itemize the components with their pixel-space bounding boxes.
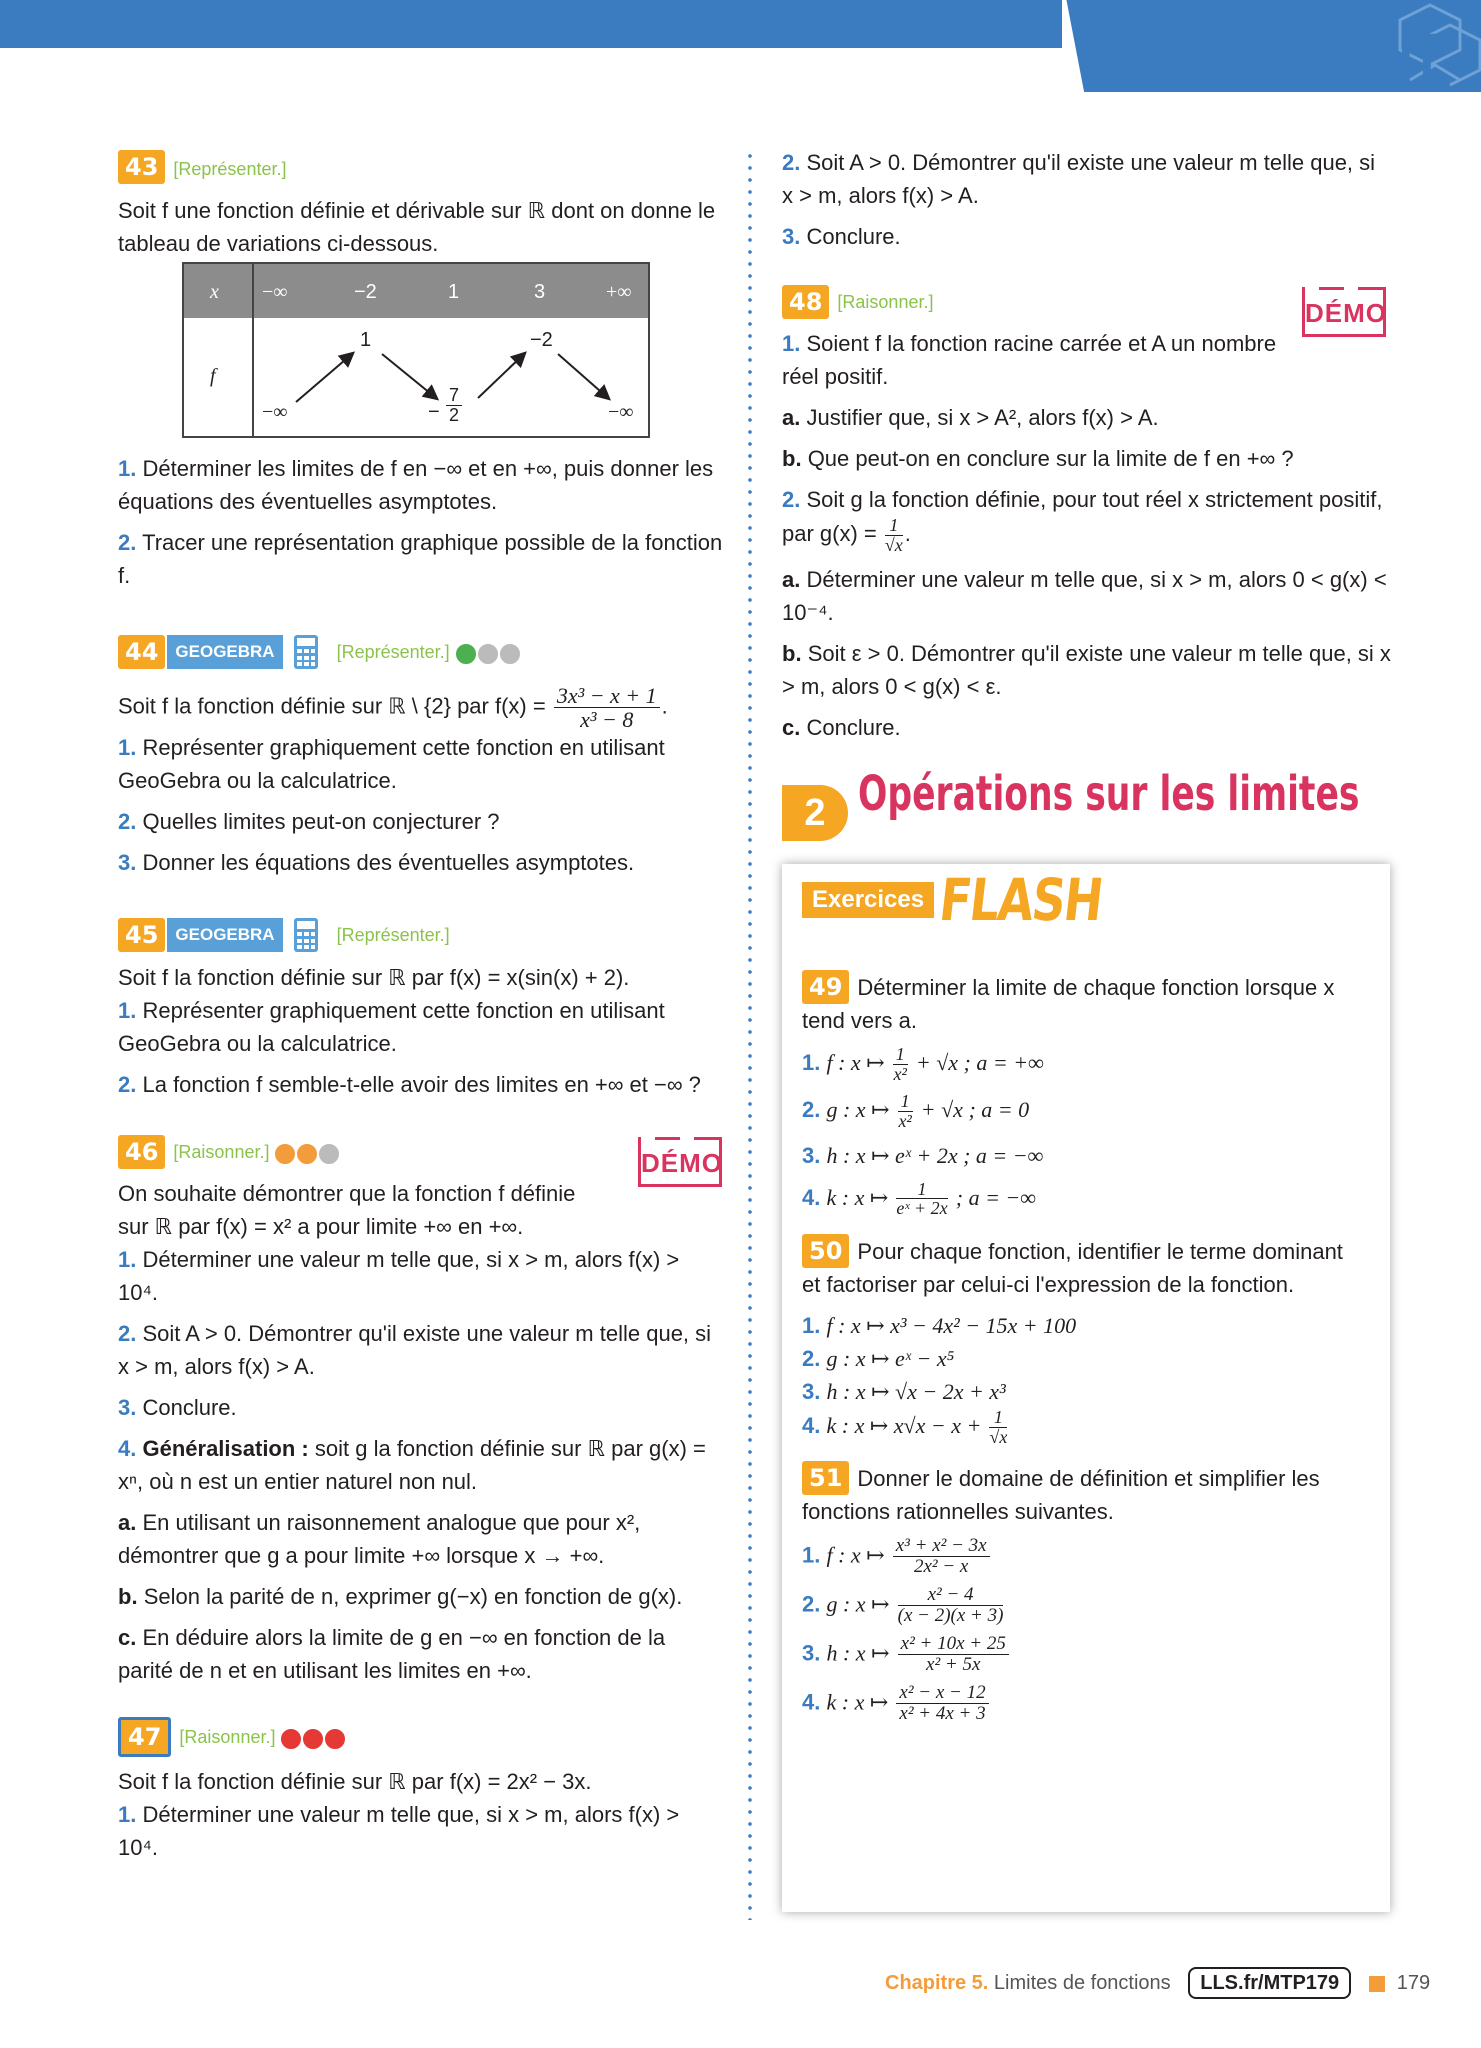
x-label: x xyxy=(210,281,219,303)
numerator: 7 xyxy=(446,386,462,406)
exercise-number: 44 xyxy=(118,635,165,669)
expr-prefix: g : x ↦ xyxy=(826,1096,890,1122)
expr-prefix: k : x ↦ xyxy=(826,1689,889,1714)
question-text: Soit A > 0. Démontrer qu'il existe une valeur m telle que, si x > m, alors f(x) > A. xyxy=(118,1321,712,1380)
f-label: f xyxy=(210,365,216,387)
expr-prefix: h : x ↦ xyxy=(826,1640,890,1666)
numerator: 3x³ − x + 1 xyxy=(554,684,660,708)
expr-prefix: f : x ↦ x³ − 4x² − 15x + 100 xyxy=(826,1313,1077,1339)
question-text: Conclure. xyxy=(806,714,901,740)
expr-prefix: k : x ↦ xyxy=(826,1184,889,1210)
list-item: 3. h : x ↦ eˣ + 2x ; a = −∞ xyxy=(802,1142,1044,1168)
difficulty-dot xyxy=(325,1729,345,1749)
difficulty-dot xyxy=(500,644,520,664)
numerator: x³ + x² − 3x xyxy=(893,1536,990,1557)
denominator: x² + 4x + 3 xyxy=(899,1702,986,1724)
skill-tag: [Raisonner.] xyxy=(179,1726,276,1747)
expr-prefix: k : x ↦ x√x − x + xyxy=(826,1413,982,1439)
function-fraction xyxy=(896,1683,988,1724)
denominator: x³ − 8 xyxy=(580,707,634,733)
question-text: Conclure. xyxy=(806,224,901,249)
exercise-intro: Soit f la fonction définie sur ℝ par f(x) = x(sin(x) + 2). xyxy=(118,965,630,991)
question-text: En utilisant un raisonnement analogue que pour x², démontrer que g a pour limite +∞ lorsque x → +∞. xyxy=(118,1510,641,1569)
list-item: 2. g : x ↦ $\frac{1}{\text{x²}}$ + √x ; a = 0 xyxy=(802,1090,1030,1131)
question-text: Conclure. xyxy=(142,1395,237,1421)
question: 1. Déterminer une valeur m telle que, si x > m, alors f(x) > 10⁴. xyxy=(118,1802,680,1861)
page-number: 179 xyxy=(1396,1972,1431,1994)
exercise-48 xyxy=(782,285,1392,744)
difficulty-dot xyxy=(297,1144,317,1164)
list-item: 2. g : x ↦ eˣ − x⁵ xyxy=(802,1346,955,1372)
expr-prefix: h : x ↦ √x − 2x + x³ xyxy=(826,1379,1006,1405)
list-item: 3. h : x ↦ $\frac{\text{x² + 10x + 25}}{\text{x² + 5x}}$ xyxy=(802,1634,1362,1675)
question: 1. Déterminer une valeur m telle que, si x > m, alors f(x) > 10⁴. xyxy=(118,1247,680,1306)
chapter-title: Limites de fonctions xyxy=(993,1972,1171,1994)
f-value: − xyxy=(428,401,440,423)
question: 2. Quelles limites peut-on conjecturer ? xyxy=(118,809,500,835)
denominator: 2x² − x xyxy=(913,1556,969,1578)
exercise-intro: Soit f la fonction définie sur ℝ par f(x) = 2x² − 3x. xyxy=(118,1769,592,1795)
exercise-intro: Soit f une fonction définie et dérivable sur ℝ dont on donne le tableau de variations ci-dessous. xyxy=(118,198,716,256)
denominator: eˣ + 2x xyxy=(896,1198,948,1219)
exercise-number: 49 xyxy=(802,970,849,1004)
intro-text: Pour chaque fonction, identifier le terme dominant et factoriser par celui-ci l'expression de la fonction. xyxy=(802,1239,1343,1298)
question: 2. Soit A > 0. Démontrer qu'il existe une valeur m telle que, si x > m, alors f(x) > A. xyxy=(782,150,1376,208)
expr-suffix: ; a = −∞ xyxy=(955,1184,1036,1210)
question: 3. Donner les équations des éventuelles asymptotes. xyxy=(118,850,635,876)
question: 3. Conclure. xyxy=(118,1395,237,1421)
exercise-intro xyxy=(802,970,1362,1037)
chapter-number: Chapitre 5. xyxy=(885,1972,989,1994)
exercise-46 xyxy=(118,1135,723,1687)
x-value: −2 xyxy=(354,281,377,303)
exercise-43 xyxy=(118,150,723,260)
subquestion: c. En déduire alors la limite de g en −∞ en fonction de la parité de n et en utilisant les limites en +∞. xyxy=(118,1625,666,1684)
demo-badge: DÉMO xyxy=(1302,287,1386,337)
question: 1. Représenter graphiquement cette fonction en utilisant GeoGebra ou la calculatrice. xyxy=(118,735,665,794)
function-fraction xyxy=(893,1045,908,1084)
question-text: Justifier que, si x > A², alors f(x) > A. xyxy=(806,405,1159,430)
exercise-intro: Soit f la fonction définie sur ℝ \ {2} par f(x) = $\frac{\text{3x³ − x + 1}}{\text{x³ − 8}}$ . xyxy=(118,683,668,733)
subquestion: a. Justifier que, si x > A², alors f(x) > A. xyxy=(782,405,1159,430)
question-text: Déterminer une valeur m telle que, si x > m, alors f(x) > 10⁴. xyxy=(118,1247,680,1306)
list-item: 4. k : x ↦ $\frac{1}{\text{eˣ + 2x}}$ ; a = −∞ xyxy=(802,1178,1036,1219)
variation-table xyxy=(182,262,650,438)
skill-tag: [Représenter.] xyxy=(173,159,287,179)
intro-text: Donner le domaine de définition et simplifier les fonctions rationnelles suivantes. xyxy=(802,1466,1320,1525)
calculator-icon xyxy=(293,634,319,670)
expr-prefix: h : x ↦ eˣ + 2x ; a = −∞ xyxy=(826,1142,1044,1168)
exercise-49 xyxy=(802,970,1362,1218)
question-text: Représenter graphiquement cette fonction en utilisant GeoGebra ou la calculatrice. xyxy=(118,998,665,1057)
numerator: 1 xyxy=(885,516,903,536)
exercise-51 xyxy=(802,1461,1362,1724)
question: 4. Généralisation : soit g la fonction définie sur ℝ par g(x) = xⁿ, où n est un entier naturel non nul. xyxy=(118,1436,706,1495)
numerator: x² + 10x + 25 xyxy=(898,1634,1009,1655)
numerator: x² − x − 12 xyxy=(896,1683,988,1704)
f-value: 1 xyxy=(360,329,372,351)
denominator: √x xyxy=(884,534,903,555)
calculator-icon xyxy=(293,917,319,953)
question: 2. Tracer une représentation graphique possible de la fonction f. xyxy=(118,530,723,588)
question-text: Soient f la fonction racine carrée et A un nombre réel positif. xyxy=(782,331,1277,389)
difficulty-dot xyxy=(456,644,476,664)
question-text: Soit ε > 0. Démontrer qu'il existe une valeur m telle que, si x > m, alors 0 < g(x) < ε. xyxy=(782,640,1391,699)
right-column xyxy=(782,146,1392,744)
left-column xyxy=(118,150,723,260)
list-item: 1. f : x ↦ x³ − 4x² − 15x + 100 xyxy=(802,1313,1077,1339)
question-text: Déterminer les limites de f en −∞ et en +∞, puis donner les équations des éventuelles asymptotes. xyxy=(118,456,714,514)
expr-suffix: + √x ; a = 0 xyxy=(920,1096,1030,1122)
question-text: Quelles limites peut-on conjecturer ? xyxy=(142,809,500,835)
question-text: La fonction f semble-t-elle avoir des limites en +∞ et −∞ ? xyxy=(142,1072,701,1098)
expr-suffix: + √x ; a = +∞ xyxy=(915,1050,1044,1076)
question-text: soit g la fonction définie sur ℝ par g(x) = xⁿ, où n est un entier naturel non nul. xyxy=(118,1436,706,1495)
exercise-50 xyxy=(802,1234,1362,1447)
exercise-number: 47 xyxy=(118,1717,171,1757)
question: 2. Soit A > 0. Démontrer qu'il existe une valeur m telle que, si x > m, alors f(x) > A. xyxy=(118,1321,712,1380)
denominator: √x xyxy=(989,1427,1008,1448)
geogebra-tag: GEOGEBRA xyxy=(167,918,282,952)
f-value: −2 xyxy=(530,329,553,351)
denominator: x² xyxy=(893,1063,907,1084)
numerator: x² − 4 xyxy=(898,1585,1004,1606)
question-text: Soit A > 0. Démontrer qu'il existe une valeur m telle que, si x > m, alors f(x) > A. xyxy=(782,150,1376,208)
denominator: 2 xyxy=(449,404,460,425)
flash-word: FLASH xyxy=(936,865,1106,934)
header-bar xyxy=(0,0,1062,48)
difficulty-indicator xyxy=(456,636,522,669)
exercise-intro: On souhaite démontrer que la fonction f définie sur ℝ par f(x) = x² a pour limite +∞ en +∞. xyxy=(118,1181,576,1240)
question: 3. Conclure. xyxy=(782,224,901,249)
numerator: 1 xyxy=(893,1045,908,1065)
denominator: (x − 2)(x + 3) xyxy=(897,1604,1004,1626)
expr-prefix: f : x ↦ xyxy=(826,1050,885,1076)
resource-link[interactable]: LLS.fr/MTP179 xyxy=(1188,1967,1351,1999)
subquestion: b. Selon la parité de n, exprimer g(−x) en fonction de g(x). xyxy=(118,1584,683,1610)
expr-prefix: g : x ↦ eˣ − x⁵ xyxy=(826,1346,955,1372)
section-title: ENTRAÎNEMENT xyxy=(1080,22,1441,90)
question-text: Déterminer une valeur m telle que, si x > m, alors f(x) > 10⁴. xyxy=(118,1802,680,1861)
section-number: 2 xyxy=(782,785,848,841)
question: 1. Déterminer les limites de f en −∞ et en +∞, puis donner les équations des éventuelles asymptotes. xyxy=(118,456,714,514)
list-item: 2. g : x ↦ $\frac{\text{x² − 4}}{(x - 2)(x + 3)}$ xyxy=(802,1584,1004,1626)
x-value: +∞ xyxy=(606,281,632,303)
subquestion: a. Déterminer une valeur m telle que, si x > m, alors 0 < g(x) < 10⁻⁴. xyxy=(782,566,1387,625)
exercise-number: 46 xyxy=(118,1135,165,1169)
question: 2. La fonction f semble-t-elle avoir des limites en +∞ et −∞ ? xyxy=(118,1072,701,1098)
expr-prefix: g : x ↦ xyxy=(826,1591,890,1617)
question: 1. Soient f la fonction racine carrée et A un nombre réel positif. xyxy=(782,331,1277,389)
subquestion: b. Soit ε > 0. Démontrer qu'il existe une valeur m telle que, si x > m, alors 0 < g(x) < ε. xyxy=(782,640,1391,699)
function-fraction xyxy=(989,1408,1007,1447)
function-fraction xyxy=(898,1634,1009,1675)
function-fraction xyxy=(554,684,660,731)
f-value: −∞ xyxy=(262,401,288,423)
demo-badge: DÉMO xyxy=(638,1137,722,1187)
list-item: 1. f : x ↦ $\frac{\text{x³ + x² − 3x}}{\text{2x² − x}}$ xyxy=(802,1536,1362,1577)
question-text: Que peut-on en conclure sur la limite de f en +∞ ? xyxy=(807,446,1294,471)
difficulty-dot xyxy=(303,1729,323,1749)
subquestion: a. En utilisant un raisonnement analogue que pour x², démontrer que g a pour limite +∞ lorsque x → +∞. xyxy=(118,1510,641,1569)
x-value: 1 xyxy=(448,281,460,303)
flash-label: Exercices xyxy=(802,882,934,918)
skill-tag: [Représenter.] xyxy=(336,924,450,945)
difficulty-dot xyxy=(275,1144,295,1164)
column-separator xyxy=(748,150,752,1920)
exercise-number: 50 xyxy=(802,1234,849,1268)
difficulty-dot xyxy=(281,1729,301,1749)
exercise-number: 48 xyxy=(782,285,829,319)
x-value: 3 xyxy=(534,281,546,303)
question-text: Selon la parité de n, exprimer g(−x) en fonction de g(x). xyxy=(143,1584,683,1610)
difficulty-indicator xyxy=(275,1136,341,1169)
list-item: 1. f : x ↦ $\frac{1}{\text{x²}}$ + √x ; a = +∞ xyxy=(802,1044,1044,1084)
function-fraction xyxy=(893,1536,990,1577)
exercise-intro xyxy=(802,1461,1362,1528)
denominator: x² xyxy=(898,1110,912,1131)
function-fraction xyxy=(885,516,903,555)
expr-prefix: f : x ↦ xyxy=(826,1542,885,1568)
skill-tag: [Raisonner.] xyxy=(173,1141,270,1162)
f-value: −∞ xyxy=(608,401,634,423)
question-text: Tracer une représentation graphique possible de la fonction f. xyxy=(118,530,723,588)
list-item: 4. k : x ↦ $\frac{\text{x² − x − 12}}{\text{x² + 4x + 3}}$ xyxy=(802,1683,1362,1724)
numerator: 1 xyxy=(896,1180,947,1200)
subquestion: c. Conclure. xyxy=(782,714,901,740)
question-text: Déterminer une valeur m telle que, si x > m, alors 0 < g(x) < 10⁻⁴. xyxy=(782,566,1387,625)
geogebra-tag: GEOGEBRA xyxy=(167,635,282,669)
question-text: Donner les équations des éventuelles asymptotes. xyxy=(142,850,635,876)
exercise-47 xyxy=(118,1717,723,1864)
left-column-continued xyxy=(118,452,723,1864)
exercise-number: 43 xyxy=(118,150,165,184)
numerator: 1 xyxy=(898,1092,913,1112)
exercise-45 xyxy=(118,917,723,1101)
function-fraction xyxy=(896,1180,947,1219)
question-text: Représenter graphiquement cette fonction en utilisant GeoGebra ou la calculatrice. xyxy=(118,735,665,794)
numerator: 1 xyxy=(989,1408,1007,1428)
intro-text: Soit f la fonction définie sur ℝ \ {2} par f(x) = xyxy=(118,693,546,719)
question: 2. Soit g la fonction définie, pour tout réel x strictement positif, par g(x) = $\frac{1}{√x}$ . xyxy=(782,487,1383,555)
exercise-number: 45 xyxy=(118,918,165,952)
difficulty-dot xyxy=(478,644,498,664)
denominator: x² + 5x xyxy=(926,1653,981,1675)
subquestion: b. Que peut-on en conclure sur la limite de f en +∞ ? xyxy=(782,446,1294,471)
list-item: 3. h : x ↦ √x − 2x + x³ xyxy=(802,1379,1006,1405)
difficulty-dot xyxy=(319,1144,339,1164)
variation-arrows xyxy=(184,264,648,436)
list-item: 4. k : x ↦ x√x − x + $\frac{1}{√x}$ xyxy=(802,1407,1008,1448)
x-value: −∞ xyxy=(262,281,288,303)
question: 1. Représenter graphiquement cette fonction en utilisant GeoGebra ou la calculatrice. xyxy=(118,998,665,1057)
intro-text: Déterminer la limite de chaque fonction lorsque x tend vers a. xyxy=(802,975,1335,1033)
function-fraction xyxy=(898,1092,913,1131)
page-marker xyxy=(1369,1976,1385,1992)
skill-tag: [Représenter.] xyxy=(336,641,450,662)
page-footer xyxy=(885,1967,1430,2000)
flash-exercises-box xyxy=(782,864,1390,1912)
difficulty-indicator xyxy=(281,1721,347,1754)
question-bold: Généralisation : xyxy=(142,1436,309,1462)
section-heading: Opérations sur les limites xyxy=(858,766,1360,822)
skill-tag: [Raisonner.] xyxy=(837,291,934,312)
exercise-number: 51 xyxy=(802,1461,849,1495)
question-text: Soit g la fonction définie, pour tout réel x strictement positif, par g(x) = xyxy=(782,487,1383,547)
exercise-44 xyxy=(118,634,723,879)
function-fraction xyxy=(898,1585,1004,1626)
exercise-intro xyxy=(802,1234,1362,1301)
question-text: En déduire alors la limite de g en −∞ en fonction de la parité de n et en utilisant les limites en +∞. xyxy=(118,1625,666,1684)
